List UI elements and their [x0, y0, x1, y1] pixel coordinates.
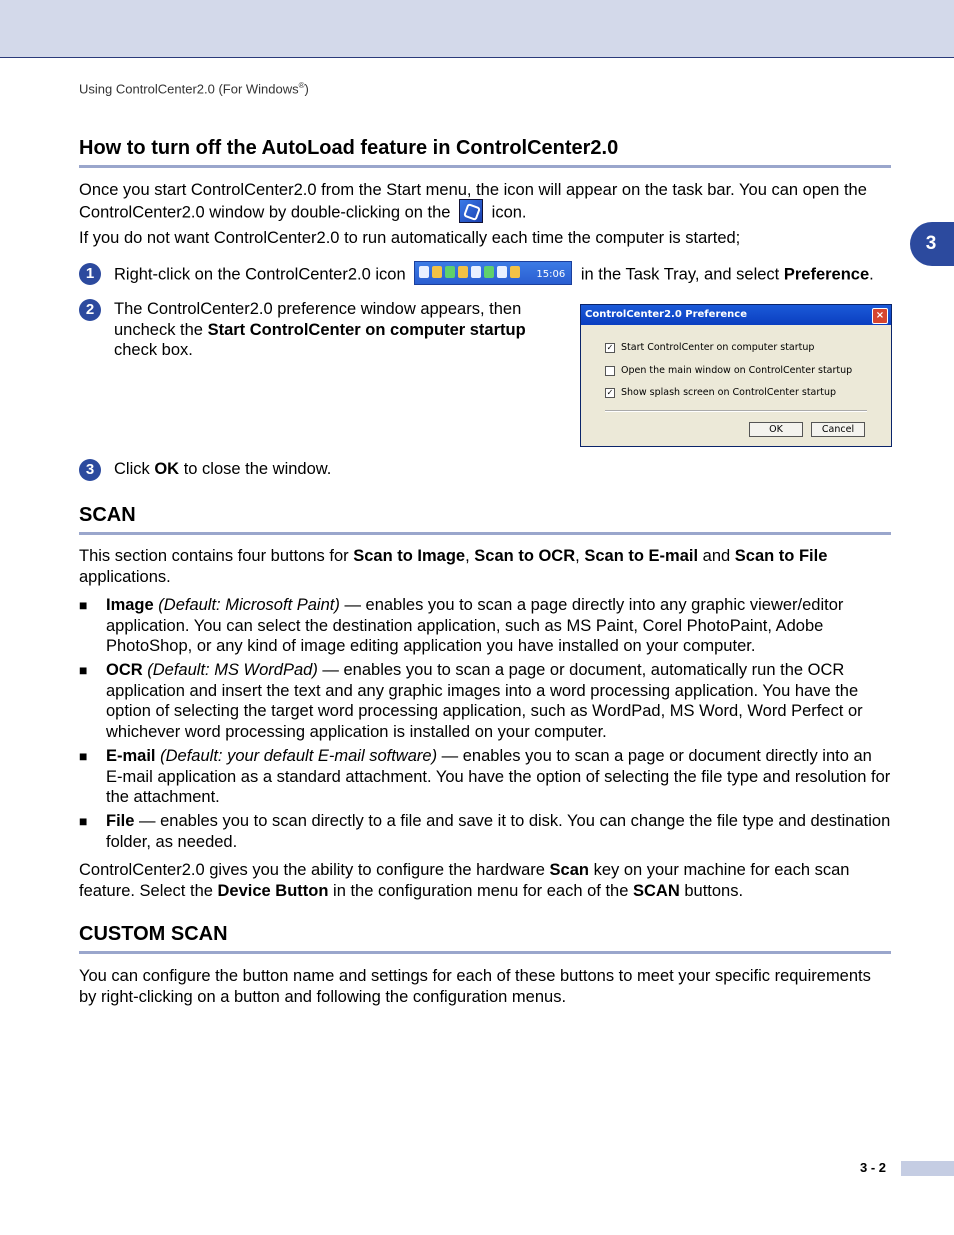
checkbox-checked[interactable]: ✓: [606, 387, 614, 397]
task-tray-image: 15:06: [414, 261, 572, 285]
preference-dialog: [580, 304, 892, 447]
step-number: 2: [79, 299, 101, 321]
scan-intro: This section contains four buttons for Scan to Image, Scan to OCR, Scan to E-mail and Scan to File applications.: [79, 547, 828, 586]
dialog-titlebar: ControlCenter2.0 Preference ×: [581, 305, 891, 325]
custom-scan-paragraph: You can configure the button name and settings for each of these buttons to meet your specific requirements by right-clicking on a button and following the configuration menus.: [79, 967, 871, 1006]
step-number: 3: [79, 459, 101, 481]
option-start-on-startup[interactable]: ✓ Start ControlCenter on computer startup: [606, 342, 815, 353]
cancel-button[interactable]: Cancel: [811, 422, 865, 437]
section-title-autoload: How to turn off the AutoLoad feature in ControlCenter2.0: [79, 137, 891, 168]
controlcenter-icon: [459, 199, 483, 223]
step-3: 3 Click OK to close the window.: [79, 459, 891, 483]
chapter-tab: 3: [910, 222, 954, 266]
running-header: Using ControlCenter2.0 (For Windows®): [79, 81, 309, 97]
top-band: [0, 0, 954, 58]
checkbox-checked[interactable]: ✓: [606, 342, 614, 352]
ok-button[interactable]: OK: [749, 422, 803, 437]
bullet-square-icon: ■: [79, 662, 88, 678]
scan-outro: ControlCenter2.0 gives you the ability to configure the hardware Scan key on your machine for each scan feature. Select the Device Button in the configuration menu for each of the SCAN buttons.: [79, 861, 850, 900]
option-show-splash[interactable]: ✓ Show splash screen on ControlCenter startup: [606, 387, 837, 398]
checkbox-unchecked[interactable]: [605, 366, 615, 376]
footer-bar: [901, 1161, 954, 1176]
close-icon[interactable]: ×: [872, 308, 888, 324]
section-title-scan: SCAN: [79, 504, 891, 535]
bullet-square-icon: ■: [79, 597, 88, 613]
page-number: 3 - 2: [860, 1160, 887, 1175]
option-open-main-window[interactable]: Open the main window on ControlCenter startup: [605, 365, 852, 376]
step-2: 2 The ControlCenter2.0 preference window appears, then uncheck the Start ControlCenter on computer startup check box.: [79, 299, 549, 369]
bullet-square-icon: ■: [79, 748, 88, 764]
section-title-custom-scan: CUSTOM SCAN: [79, 923, 891, 954]
step-number: 1: [79, 263, 101, 285]
dialog-separator: [605, 410, 867, 412]
autoload-paragraph: If you do not want ControlCenter2.0 to run automatically each time the computer is started;: [79, 229, 741, 247]
bullet-square-icon: ■: [79, 813, 88, 829]
step-1: 1 Right-click on the ControlCenter2.0 icon 15:06 in the Task Tray, and select Preference.: [79, 263, 891, 287]
intro-paragraph: Once you start ControlCenter2.0 from the Start menu, the icon will appear on the task bar. You can open the ControlCenter2.0 window by double-clicking on the icon.: [79, 181, 867, 221]
